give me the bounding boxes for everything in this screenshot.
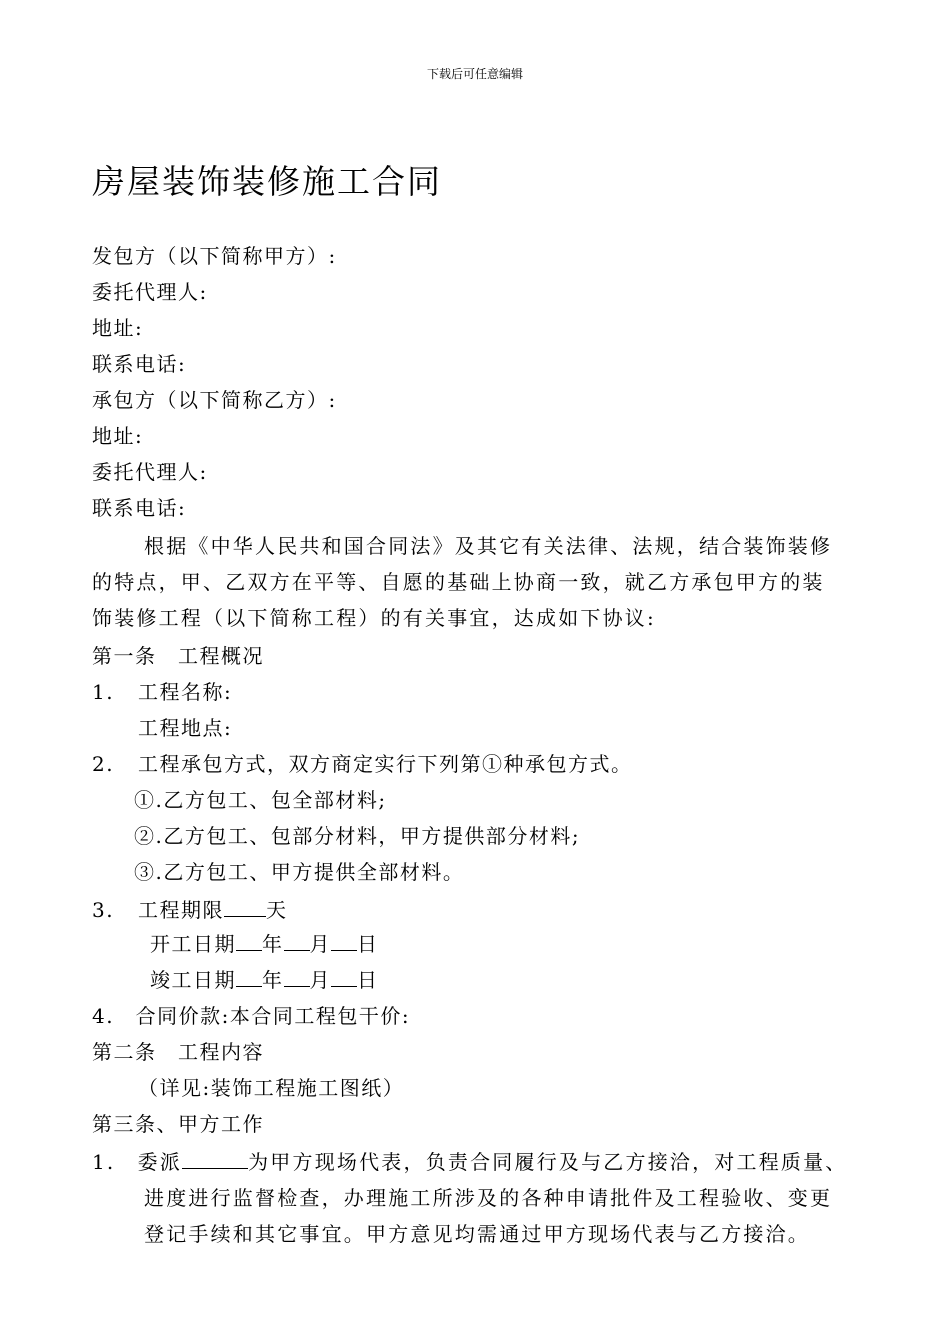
article-1-item-2-number: 2.: [92, 752, 115, 776]
contract-mode-text: 工程承包方式，双方商定实行下列第①种承包方式。: [138, 752, 633, 776]
start-date-field: [150, 932, 379, 956]
article-1-heading: 第一条 工程概况: [92, 644, 264, 668]
party-a-agent: 委托代理人:: [92, 280, 208, 304]
article-2-heading: 第二条 工程内容: [92, 1040, 264, 1064]
start-year-blank: [236, 932, 262, 951]
party-a-phone: 联系电话:: [92, 352, 187, 376]
contract-option-3: ③.乙方包工、甲方提供全部材料。: [134, 860, 465, 884]
preamble-line-1: 根据《中华人民共和国合同法》及其它有关法律、法规，结合装饰装修: [144, 534, 833, 558]
preamble-line-2: 的特点，甲、乙双方在平等、自愿的基础上协商一致，就乙方承包甲方的装: [92, 570, 825, 594]
article-3-item-1-line-1: [92, 1150, 848, 1174]
article-3-item-1-prefix: 1. 委派: [92, 1150, 183, 1174]
article-3-item-1-line-2: 进度进行监督检查，办理施工所涉及的各种申请批件及工程验收、变更: [144, 1186, 833, 1210]
end-date-label: 竣工日期: [150, 968, 236, 992]
end-day-blank: [331, 968, 357, 987]
year-label: 年: [262, 968, 284, 992]
end-date-field: [150, 968, 379, 992]
article-3-item-1-text: 为甲方现场代表，负责合同履行及与乙方接洽，对工程质量、: [248, 1150, 848, 1174]
month-label: 月: [309, 932, 331, 956]
year-label: 年: [262, 932, 284, 956]
party-b-address: 地址:: [92, 424, 144, 448]
day-label: 日: [357, 932, 379, 956]
article-3-item-1-line-3: 登记手续和其它事宜。甲方意见均需通过甲方现场代表与乙方接洽。: [144, 1222, 810, 1246]
project-location-field: 工程地点:: [138, 716, 233, 740]
duration-blank: [224, 898, 266, 917]
contract-option-2: ②.乙方包工、包部分材料，甲方提供部分材料;: [134, 824, 581, 848]
article-1-item-3-number: 3.: [92, 898, 115, 922]
duration-unit: 天: [266, 898, 288, 922]
party-a-label: 发包方（以下简称甲方）:: [92, 244, 337, 268]
article-1-item-1-number: 1.: [92, 680, 115, 704]
project-duration-field: [138, 898, 288, 922]
end-month-blank: [284, 968, 310, 987]
project-name-field: 工程名称:: [138, 680, 233, 704]
contract-option-1: ①.乙方包工、包全部材料;: [134, 788, 387, 812]
article-3-heading: 第三条、甲方工作: [92, 1112, 264, 1136]
day-label: 日: [357, 968, 379, 992]
contract-price-field: 4. 合同价款:本合同工程包干价:: [92, 1004, 411, 1028]
article-2-detail: （详见:装饰工程施工图纸）: [138, 1076, 405, 1100]
duration-label: 工程期限: [138, 898, 224, 922]
party-b-agent: 委托代理人:: [92, 460, 208, 484]
party-a-address: 地址:: [92, 316, 144, 340]
preamble-line-3: 饰装修工程（以下简称工程）的有关事宜，达成如下协议:: [92, 606, 656, 630]
party-b-label: 承包方（以下简称乙方）:: [92, 388, 337, 412]
end-year-blank: [236, 968, 262, 987]
site-representative-blank: [182, 1150, 248, 1169]
contract-title: 房屋装饰装修施工合同: [92, 162, 442, 201]
start-date-label: 开工日期: [150, 932, 236, 956]
start-day-blank: [331, 932, 357, 951]
month-label: 月: [309, 968, 331, 992]
page-header: 下载后可任意编辑: [426, 67, 523, 81]
start-month-blank: [284, 932, 310, 951]
party-b-phone: 联系电话:: [92, 496, 187, 520]
